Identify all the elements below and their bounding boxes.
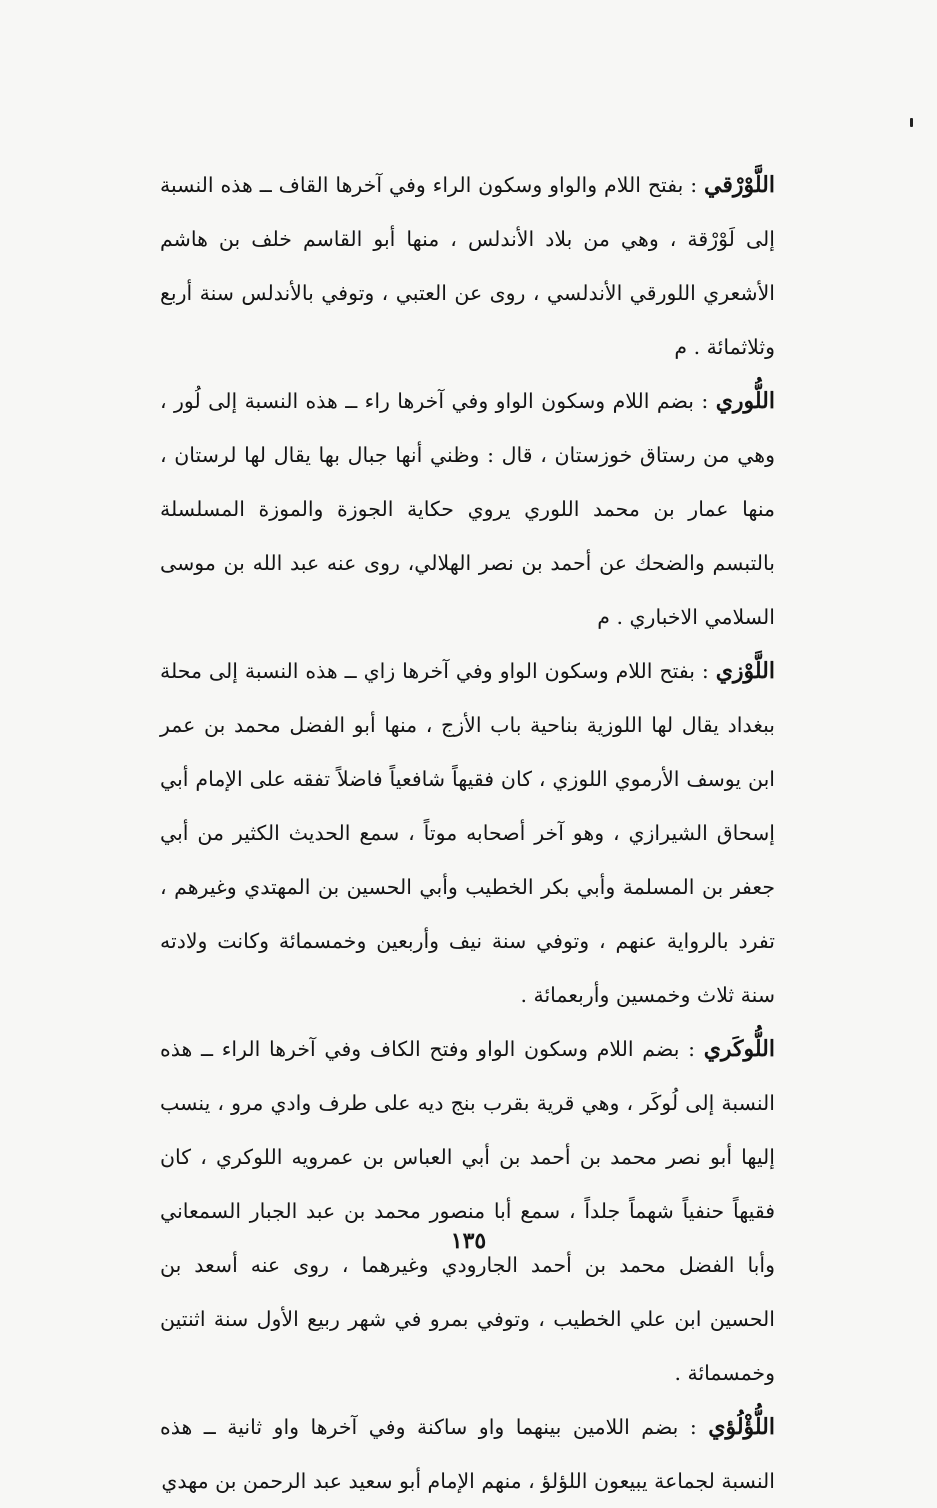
headword: اللَّوْزي: [715, 658, 775, 684]
ink-speck: [910, 118, 913, 127]
headword: اللُّوري: [715, 388, 775, 414]
entry-lawzi: [160, 644, 775, 1022]
entry-text: : بفتح اللام والواو وسكون الراء وفي آخرها القاف ــ هذه النسبة إلى لَوْرْقة ، وهي من بلاد الأندلس ، منها أبو القاسم خلف بن هاشم الأشعري اللورقي الأندلسي ، روى عن العتبي ، وتوفي بالأندلس سنة أربع وثلاثمائة . م: [160, 173, 775, 359]
page-number: ١٣٥: [450, 1228, 487, 1254]
entry-text: : بضم اللام وسكون الواو وفتح الكاف وفي آخرها الراء ــ هذه النسبة إلى لُوكَر ، وهي قرية بقرب بنج ديه على طرف وادي مرو ، ينسب إليها أبو نصر محمد بن أحمد بن أبي العباس بن عمرويه اللوكري ، كان فقيهاً حنفياً شهماً جلداً ، سمع أبا منصور محمد بن عبد الجبار السمعاني وأبا الفضل محمد بن أحمد الجارودي وغيرهما ، روى عنه أسعد بن الحسين ابن علي الخطيب ، وتوفي بمرو في شهر ربيع الأول سنة اثنتين وخمسمائة .: [160, 1037, 775, 1385]
headword: اللَّوْرْقي: [704, 172, 775, 198]
entry-text: : بضم اللام وسكون الواو وفي آخرها راء ــ هذه النسبة إلى لُور ، وهي من رستاق خوزستان ، قال : وظني أنها جبال بها يقال لها لرستان ، منها عمار بن محمد اللوري يروي حكاية الجوزة والموزة المسلسلة بالتبسم والضحك عن أحمد بن نصر الهلالي، روى عنه عبد الله بن موسى السلامي الاخباري . م: [160, 389, 775, 629]
entry-lawraqi: [160, 158, 775, 374]
headword: اللُّوكَري: [703, 1036, 775, 1062]
headword: اللُّؤْلُؤي: [708, 1414, 775, 1440]
entry-text: : بفتح اللام وسكون الواو وفي آخرها زاي ــ هذه النسبة إلى محلة ببغداد يقال لها اللوزية بناحية باب الأزج ، منها أبو الفضل محمد بن عمر ابن يوسف الأرموي اللوزي ، كان فقيهاً شافعياً فاضلاً تفقه على الإمام أبي إسحاق الشيرازي ، وهو آخر أصحابه موتاً ، سمع الحديث الكثير من أبي جعفر بن المسلمة وأبي بكر الخطيب وأبي الحسين بن المهتدي وغيرهم ، تفرد بالرواية عنهم ، وتوفي سنة نيف وأربعين وخمسمائة وكانت ولادته سنة ثلاث وخمسين وأربعمائة .: [160, 659, 775, 1007]
entry-lukari: [160, 1022, 775, 1400]
entry-text: : بضم اللامين بينهما واو ساكنة وفي آخرها واو ثانية ــ هذه النسبة لجماعة يبيعون اللؤلؤ ، منهم الإمام أبو سعيد عبد الرحمن بن مهدي: [160, 1415, 775, 1493]
entry-luluui: [160, 1400, 775, 1508]
text-body: [160, 158, 775, 1508]
entry-luri: [160, 374, 775, 644]
